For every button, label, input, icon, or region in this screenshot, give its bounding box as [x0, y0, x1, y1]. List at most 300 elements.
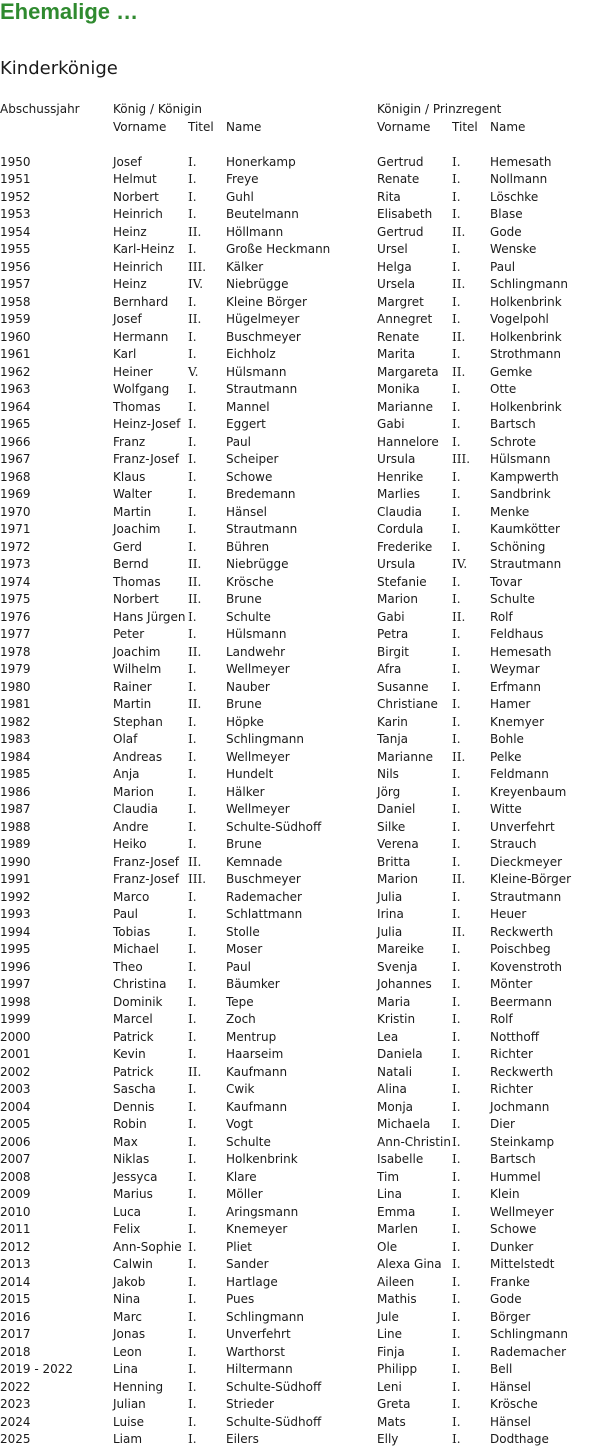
header-spacer	[0, 136, 605, 154]
king-last-name-cell: Strieder	[226, 1397, 274, 1411]
king-title-cell: I.	[188, 329, 197, 344]
king-first-name-cell: Luca	[113, 1204, 142, 1219]
queen-last-name-cell: Sandbrink	[490, 487, 551, 501]
king-first-name-cell: Franz	[113, 434, 146, 449]
king-title-cell: I.	[188, 434, 197, 449]
king-first-name-cell: Heiner	[113, 364, 153, 379]
queen-last-name-cell: Reckwerth	[490, 1064, 554, 1079]
queen-first-name-cell: Renate	[377, 172, 420, 186]
king-last-name-cell: Eichholz	[226, 347, 276, 361]
table-body	[0, 154, 605, 1449]
king-title-cell: IV.	[188, 277, 204, 291]
table-row	[0, 1134, 605, 1152]
year-cell: 2015	[0, 1292, 31, 1306]
queen-last-name-cell: Bartsch	[490, 417, 536, 431]
year-cell: 1967	[0, 452, 31, 466]
queen-first-name-cell: Christiane	[377, 697, 438, 711]
table-row	[0, 591, 605, 609]
king-first-name-cell: Heinz	[113, 277, 147, 291]
year-cell: 1975	[0, 592, 31, 606]
table-row	[0, 1169, 605, 1187]
year-cell: 2016	[0, 1309, 31, 1324]
queen-title-cell: II.	[452, 609, 466, 624]
queen-last-name-cell: Beermann	[490, 994, 553, 1009]
table-row	[0, 1029, 605, 1047]
king-last-name-cell: Paul	[226, 959, 251, 974]
king-title-cell: I.	[188, 837, 197, 851]
queen-first-name-cell: Marlen	[377, 1222, 418, 1236]
queen-first-name-cell: Greta	[377, 1397, 411, 1411]
king-first-name-cell: Christina	[113, 977, 167, 991]
table-row	[0, 206, 605, 224]
queen-first-name-cell: Frederike	[377, 539, 433, 554]
king-title-cell: I.	[188, 294, 197, 309]
queen-title-cell: I.	[452, 977, 461, 991]
queen-first-name-cell: Gertrud	[377, 154, 424, 169]
year-cell: 2013	[0, 1257, 31, 1271]
queen-first-name-cell: Irina	[377, 907, 404, 921]
year-cell: 1977	[0, 627, 31, 641]
queen-title-cell: I.	[452, 189, 461, 204]
king-first-name-cell: Jonas	[113, 1327, 146, 1341]
king-first-name-cell: Robin	[113, 1117, 147, 1131]
queen-last-name-cell: Steinkamp	[490, 1134, 555, 1149]
year-cell: 1959	[0, 312, 31, 326]
table-row	[0, 959, 605, 977]
year-cell: 1976	[0, 609, 31, 624]
king-title-cell: I.	[188, 679, 197, 694]
king-last-name-cell: Hartlage	[226, 1274, 278, 1289]
queen-first-name-cell: Annegret	[377, 312, 433, 326]
queen-last-name-cell: Paul	[490, 259, 516, 274]
queen-last-name-cell: Wellmeyer	[490, 1204, 554, 1219]
table-row	[0, 1379, 605, 1397]
year-cell: 1993	[0, 907, 31, 921]
year-cell: 1964	[0, 399, 31, 414]
table-row	[0, 1116, 605, 1134]
queen-last-name-cell: Schlingmann	[490, 1327, 568, 1341]
king-last-name-cell: Cwik	[226, 1082, 255, 1096]
table-row	[0, 836, 605, 854]
king-title-cell: I.	[188, 959, 197, 974]
king-last-name-cell: Schulte	[226, 609, 271, 624]
queen-first-name-cell: Gabi	[377, 609, 405, 624]
year-cell: 1978	[0, 644, 31, 659]
year-cell: 1966	[0, 434, 31, 449]
king-last-name-cell: Möller	[226, 1187, 263, 1201]
queen-title-cell: I.	[452, 1344, 461, 1359]
king-title-cell: I.	[188, 452, 197, 466]
year-cell: 1984	[0, 749, 31, 764]
queen-last-name-cell: Strautmann	[490, 889, 562, 904]
table-row	[0, 1431, 605, 1449]
year-cell: 1989	[0, 837, 31, 851]
king-last-name-cell: Kaufmann	[226, 1064, 288, 1079]
table-row	[0, 539, 605, 557]
queen-title-cell: I.	[452, 959, 461, 974]
king-first-name-cell: Paul	[113, 907, 138, 921]
king-first-name-cell: Wilhelm	[113, 662, 162, 676]
queen-last-name-cell: Bartsch	[490, 1152, 536, 1166]
king-first-name-cell: Marcel	[113, 1012, 153, 1026]
king-title-cell: I.	[188, 504, 197, 519]
king-first-name-cell: Julian	[113, 1397, 146, 1411]
queen-title-cell: I.	[452, 592, 461, 606]
table-row	[0, 976, 605, 994]
queen-title-cell: I.	[452, 487, 461, 501]
king-last-name-cell: Pliet	[226, 1239, 252, 1254]
king-last-name-cell: Niebrügge	[226, 557, 289, 571]
queen-title-cell: I.	[452, 679, 461, 694]
queen-title-cell: I.	[452, 522, 461, 536]
header-queen-group: Königin / Prinzregent	[377, 102, 502, 116]
header-king-group: König / Königin	[113, 102, 202, 116]
queen-last-name-cell: Klein	[490, 1187, 520, 1201]
king-last-name-cell: Brune	[226, 592, 262, 606]
king-title-cell: I.	[188, 942, 197, 956]
king-last-name-cell: Beutelmann	[226, 207, 299, 221]
queen-title-cell: I.	[452, 312, 461, 326]
king-first-name-cell: Joachim	[113, 644, 161, 659]
table-row	[0, 609, 605, 627]
king-first-name-cell: Heinz	[113, 224, 147, 239]
year-cell: 1950	[0, 154, 31, 169]
queen-title-cell: I.	[452, 802, 461, 816]
queen-last-name-cell: Mönter	[490, 977, 533, 991]
king-first-name-cell: Franz-Josef	[113, 854, 179, 869]
king-first-name-cell: Liam	[113, 1432, 143, 1446]
king-title-cell: I.	[188, 1204, 197, 1219]
queen-last-name-cell: Unverfehrt	[490, 819, 555, 834]
queen-title-cell: I.	[452, 627, 461, 641]
king-title-cell: I.	[188, 609, 197, 624]
king-title-cell: I.	[188, 382, 197, 396]
queen-first-name-cell: Svenja	[377, 959, 418, 974]
king-first-name-cell: Michael	[113, 942, 159, 956]
table-row	[0, 434, 605, 452]
queen-last-name-cell: Strauch	[490, 837, 537, 851]
king-title-cell: I.	[188, 347, 197, 361]
queen-title-cell: III.	[452, 452, 471, 466]
queen-last-name-cell: Otte	[490, 382, 517, 396]
queen-last-name-cell: Schlingmann	[490, 277, 568, 291]
table-row	[0, 329, 605, 347]
queen-last-name-cell: Weymar	[490, 662, 540, 676]
queen-first-name-cell: Lina	[377, 1187, 403, 1201]
queen-last-name-cell: Schulte	[490, 592, 535, 606]
king-last-name-cell: Kemnade	[226, 854, 283, 869]
queen-first-name-cell: Marlies	[377, 487, 420, 501]
king-last-name-cell: Haarseim	[226, 1047, 284, 1061]
king-first-name-cell: Olaf	[113, 732, 138, 746]
table-row	[0, 906, 605, 924]
table-row	[0, 731, 605, 749]
king-first-name-cell: Marc	[113, 1309, 142, 1324]
queen-first-name-cell: Alexa Gina	[377, 1257, 442, 1271]
year-cell: 1956	[0, 259, 31, 274]
queen-first-name-cell: Isabelle	[377, 1152, 424, 1166]
king-last-name-cell: Klare	[226, 1169, 257, 1184]
king-first-name-cell: Sascha	[113, 1082, 156, 1096]
king-first-name-cell: Dominik	[113, 994, 163, 1009]
queen-last-name-cell: Hänsel	[490, 1379, 531, 1394]
king-last-name-cell: Pues	[226, 1292, 255, 1306]
table-row	[0, 1309, 605, 1327]
king-title-cell: I.	[188, 1187, 197, 1201]
king-title-cell: I.	[188, 1274, 197, 1289]
table-row	[0, 504, 605, 522]
year-cell: 1962	[0, 364, 31, 379]
king-first-name-cell: Norbert	[113, 592, 159, 606]
year-cell: 1992	[0, 889, 31, 904]
queen-first-name-cell: Ursel	[377, 242, 408, 256]
queen-first-name-cell: Birgit	[377, 644, 409, 659]
table-row	[0, 1081, 605, 1099]
king-first-name-cell: Calwin	[113, 1257, 153, 1271]
king-first-name-cell: Leon	[113, 1344, 142, 1359]
table-row	[0, 1186, 605, 1204]
king-last-name-cell: Mentrup	[226, 1029, 277, 1044]
year-cell: 2008	[0, 1169, 31, 1184]
queen-last-name-cell: Hummel	[490, 1169, 541, 1184]
table-row	[0, 1151, 605, 1169]
king-first-name-cell: Theo	[113, 959, 143, 974]
king-first-name-cell: Patrick	[113, 1064, 154, 1079]
year-cell: 2005	[0, 1117, 31, 1131]
queen-first-name-cell: Rita	[377, 189, 401, 204]
table-row	[0, 1361, 605, 1379]
queen-title-cell: I.	[452, 1082, 461, 1096]
king-title-cell: I.	[188, 522, 197, 536]
queen-last-name-cell: Kleine-Börger	[490, 872, 572, 886]
queen-title-cell: I.	[452, 767, 461, 781]
king-first-name-cell: Heinz-Josef	[113, 417, 181, 431]
page-title: Ehemalige …	[0, 0, 139, 24]
queen-title-cell: I.	[452, 907, 461, 921]
king-first-name-cell: Joachim	[113, 522, 161, 536]
table-row	[0, 1221, 605, 1239]
queen-title-cell: I.	[452, 434, 461, 449]
queen-first-name-cell: Ursela	[377, 277, 416, 291]
king-title-cell: I.	[188, 539, 197, 554]
queen-title-cell: I.	[452, 347, 461, 361]
king-first-name-cell: Marion	[113, 784, 154, 799]
queen-title-cell: I.	[452, 469, 461, 484]
king-last-name-cell: Scheiper	[226, 452, 279, 466]
queen-last-name-cell: Hänsel	[490, 1414, 531, 1429]
queen-title-cell: I.	[452, 837, 461, 851]
queen-first-name-cell: Cordula	[377, 522, 424, 536]
table-row	[0, 1274, 605, 1292]
queen-first-name-cell: Philipp	[377, 1362, 418, 1376]
table-row	[0, 924, 605, 942]
table-row	[0, 241, 605, 259]
queen-title-cell: I.	[452, 207, 461, 221]
year-cell: 1974	[0, 574, 31, 589]
queen-last-name-cell: Franke	[490, 1274, 530, 1289]
king-title-cell: I.	[188, 1257, 197, 1271]
queen-last-name-cell: Schrote	[490, 434, 536, 449]
queen-first-name-cell: Julia	[377, 924, 403, 939]
queen-first-name-cell: Jule	[377, 1309, 399, 1324]
king-last-name-cell: Schlingmann	[226, 1309, 304, 1324]
table-row	[0, 521, 605, 539]
king-first-name-cell: Gerd	[113, 539, 143, 554]
king-title-cell: I.	[188, 469, 197, 484]
queen-first-name-cell: Margareta	[377, 364, 439, 379]
king-last-name-cell: Nauber	[226, 679, 270, 694]
table-row	[0, 1204, 605, 1222]
king-first-name-cell: Franz-Josef	[113, 872, 179, 886]
table-row	[0, 451, 605, 469]
queen-first-name-cell: Ursula	[377, 452, 416, 466]
queen-last-name-cell: Dier	[490, 1117, 515, 1131]
queen-title-cell: I.	[452, 1047, 461, 1061]
queen-first-name-cell: Aileen	[377, 1274, 415, 1289]
table-row	[0, 556, 605, 574]
queen-last-name-cell: Mittelstedt	[490, 1257, 555, 1271]
table-row	[0, 486, 605, 504]
queen-first-name-cell: Tanja	[377, 732, 409, 746]
table-row	[0, 714, 605, 732]
queen-first-name-cell: Emma	[377, 1204, 416, 1219]
queen-last-name-cell: Heuer	[490, 907, 527, 921]
queen-first-name-cell: Nils	[377, 767, 399, 781]
queen-title-cell: I.	[452, 1292, 461, 1306]
queen-last-name-cell: Kovenstroth	[490, 959, 563, 974]
king-last-name-cell: Schulte-Südhoff	[226, 1414, 322, 1429]
year-cell: 2004	[0, 1099, 31, 1114]
queen-last-name-cell: Reckwerth	[490, 924, 554, 939]
queen-title-cell: I.	[452, 662, 461, 676]
queen-title-cell: I.	[452, 382, 461, 396]
year-cell: 2001	[0, 1047, 31, 1061]
year-cell: 2003	[0, 1082, 31, 1096]
king-last-name-cell: Buschmeyer	[226, 329, 301, 344]
year-cell: 1970	[0, 504, 31, 519]
table-row	[0, 626, 605, 644]
queen-title-cell: I.	[452, 1152, 461, 1166]
table-row	[0, 189, 605, 207]
king-title-cell: I.	[188, 924, 197, 939]
king-title-cell: I.	[188, 1117, 197, 1131]
king-title-cell: I.	[188, 1344, 197, 1359]
queen-title-cell: I.	[452, 1029, 461, 1044]
king-last-name-cell: Schulte	[226, 1134, 271, 1149]
year-cell: 1994	[0, 924, 31, 939]
king-title-cell: I.	[188, 994, 197, 1009]
king-title-cell: II.	[188, 854, 202, 869]
year-cell: 1980	[0, 679, 31, 694]
king-last-name-cell: Schlingmann	[226, 732, 304, 746]
king-last-name-cell: Kälker	[226, 259, 264, 274]
year-cell: 2012	[0, 1239, 31, 1254]
king-first-name-cell: Martin	[113, 697, 152, 711]
queen-title-cell: I.	[452, 1397, 461, 1411]
queen-last-name-cell: Rademacher	[490, 1344, 567, 1359]
queen-first-name-cell: Renate	[377, 329, 420, 344]
queen-title-cell: II.	[452, 749, 466, 764]
queen-first-name-cell: Marita	[377, 347, 416, 361]
queen-title-cell: I.	[452, 259, 461, 274]
queen-first-name-cell: Lea	[377, 1029, 399, 1044]
queen-last-name-cell: Hemesath	[490, 154, 552, 169]
year-cell: 1972	[0, 539, 31, 554]
year-cell: 1969	[0, 487, 31, 501]
year-cell: 2006	[0, 1134, 31, 1149]
year-cell: 1998	[0, 994, 31, 1009]
queen-first-name-cell: Michaela	[377, 1117, 431, 1131]
year-cell: 1990	[0, 854, 31, 869]
queen-first-name-cell: Elisabeth	[377, 207, 433, 221]
table-row	[0, 171, 605, 189]
queen-first-name-cell: Natali	[377, 1064, 413, 1079]
king-last-name-cell: Tepe	[226, 994, 254, 1009]
queen-title-cell: II.	[452, 872, 466, 886]
queen-title-cell: I.	[452, 574, 461, 589]
king-first-name-cell: Heiko	[113, 837, 147, 851]
queen-title-cell: I.	[452, 154, 461, 169]
queen-first-name-cell: Daniel	[377, 802, 416, 816]
queen-title-cell: I.	[452, 1117, 461, 1131]
king-first-name-cell: Patrick	[113, 1029, 154, 1044]
queen-first-name-cell: Henrike	[377, 469, 424, 484]
year-cell: 1968	[0, 469, 31, 484]
queen-last-name-cell: Kampwerth	[490, 469, 559, 484]
king-first-name-cell: Marco	[113, 889, 150, 904]
king-last-name-cell: Hiltermann	[226, 1362, 293, 1376]
year-cell: 2022	[0, 1379, 31, 1394]
queen-last-name-cell: Knemyer	[490, 714, 544, 729]
table-row	[0, 889, 605, 907]
queen-last-name-cell: Nollmann	[490, 172, 548, 186]
king-title-cell: II.	[188, 574, 202, 589]
king-title-cell: I.	[188, 487, 197, 501]
header-queen-title: Titel	[452, 119, 478, 134]
queen-first-name-cell: Gabi	[377, 417, 405, 431]
king-last-name-cell: Wellmeyer	[226, 749, 290, 764]
year-cell: 1957	[0, 277, 31, 291]
queen-title-cell: I.	[452, 1327, 461, 1341]
king-title-cell: I.	[188, 1292, 197, 1306]
kinderkoenige-table	[0, 101, 605, 1449]
king-title-cell: I.	[188, 1397, 197, 1411]
queen-title-cell: I.	[452, 714, 461, 729]
year-cell: 1973	[0, 557, 31, 571]
king-last-name-cell: Hügelmeyer	[226, 312, 300, 326]
king-last-name-cell: Freye	[226, 172, 259, 186]
queen-title-cell: I.	[452, 889, 461, 904]
queen-title-cell: I.	[452, 1204, 461, 1219]
king-title-cell: I.	[188, 1099, 197, 1114]
king-title-cell: III.	[188, 872, 207, 886]
king-last-name-cell: Rademacher	[226, 889, 302, 904]
queen-title-cell: I.	[452, 1362, 461, 1376]
king-first-name-cell: Claudia	[113, 802, 158, 816]
queen-last-name-cell: Poischbeg	[490, 942, 551, 956]
king-title-cell: II.	[188, 644, 202, 659]
table-row	[0, 784, 605, 802]
queen-last-name-cell: Holkenbrink	[490, 399, 562, 414]
king-last-name-cell: Strautmann	[226, 522, 298, 536]
queen-first-name-cell: Marion	[377, 872, 418, 886]
queen-title-cell: II.	[452, 224, 466, 239]
queen-first-name-cell: Petra	[377, 627, 409, 641]
queen-first-name-cell: Afra	[377, 662, 402, 676]
queen-title-cell: I.	[452, 1257, 461, 1271]
table-row	[0, 1344, 605, 1362]
king-title-cell: I.	[188, 1309, 197, 1324]
